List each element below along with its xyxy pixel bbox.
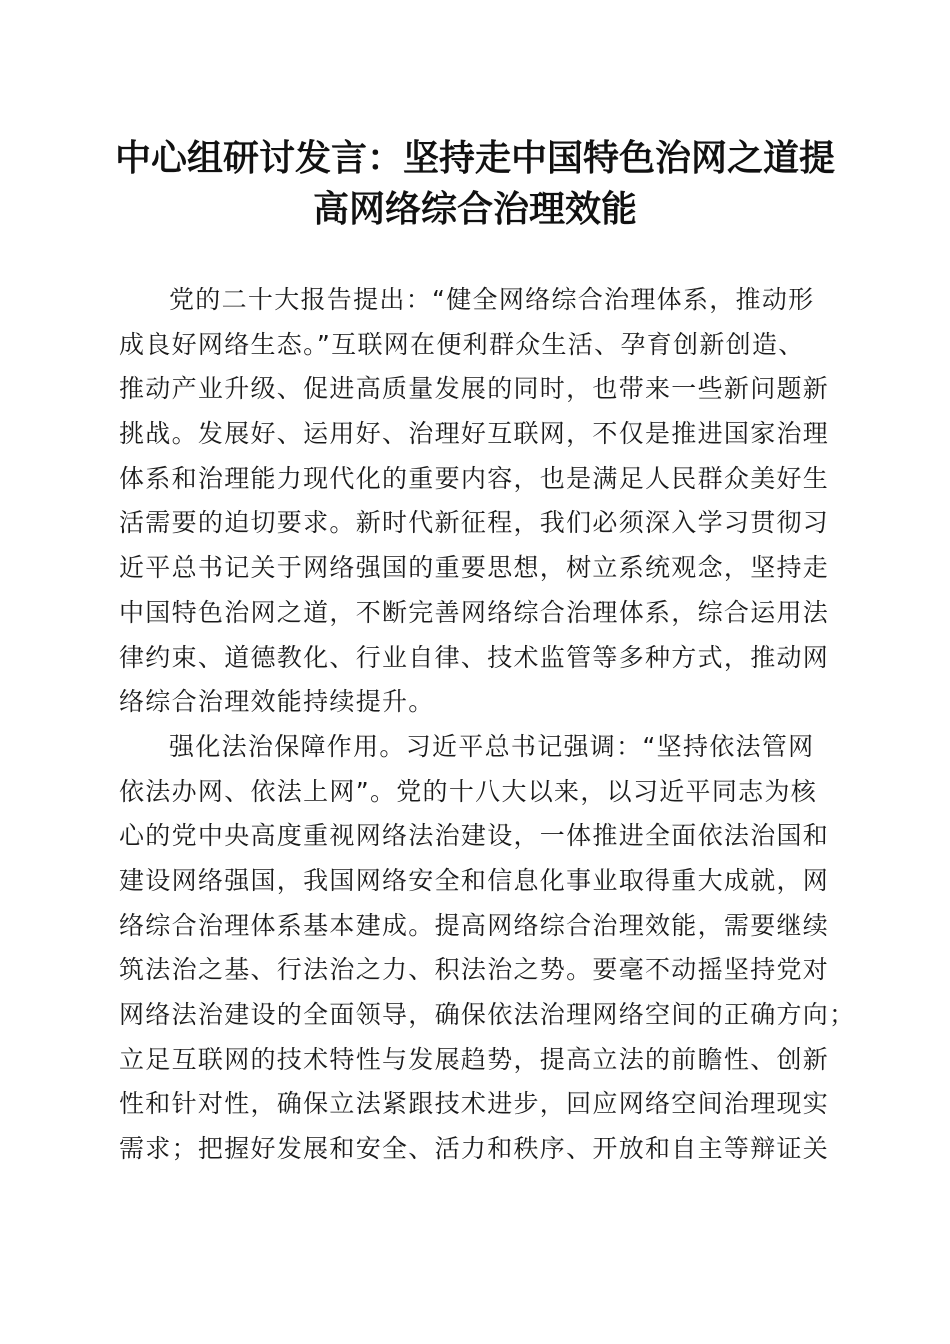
document-title [110, 133, 840, 235]
paragraph-2-line: 强化法治保障作用。习近平总书记强调：“坚持依法管网 [169, 731, 815, 761]
document-body [119, 278, 856, 1172]
paragraph-1-line: 体系和治理能力现代化的重要内容，也是满足人民群众美好生 [119, 463, 830, 493]
paragraph-2-line: 需求；把握好发展和安全、活力和秩序、开放和自主等辩证关 [119, 1134, 830, 1164]
paragraph-2-line: 心的党中央高度重视网络法治建设，一体推进全面依法治国和 [119, 821, 830, 851]
paragraph-1-line: 近平总书记关于网络强国的重要思想，树立系统观念，坚持走 [119, 553, 830, 583]
title-line: 中心组研讨发言：坚持走中国特色治网之道提 [114, 137, 835, 179]
paragraph-1-line: 党的二十大报告提出：“健全网络综合治理体系，推动形 [169, 285, 815, 314]
paragraph-1-line: 推动产业升级、促进高质量发展的同时，也带来一些新问题新 [119, 374, 830, 404]
paragraph-2-line: 性和针对性，确保立法紧跟技术进步，回应网络空间治理现实 [119, 1089, 830, 1119]
paragraph-1-line: 成良好网络生态。”互联网在便利群众生活、孕育创新创造、 [119, 329, 805, 359]
title-line: 高网络综合治理效能 [312, 188, 637, 230]
paragraph-1-line: 络综合治理效能持续提升。 [119, 687, 435, 717]
paragraph-2-line: 建设网络强国，我国网络安全和信息化事业取得重大成就，网 [119, 865, 830, 895]
paragraph-2-line: 络综合治理体系基本建成。提高网络综合治理效能，需要继续 [119, 910, 830, 940]
paragraph-1-line: 中国特色治网之道，不断完善网络综合治理体系，综合运用法 [119, 597, 830, 627]
paragraph-2-line: 网络法治建设的全面领导，确保依法治理网络空间的正确方向； [119, 1000, 856, 1029]
paragraph-2-line: 立足互联网的技术特性与发展趋势，提高立法的前瞻性、创新 [119, 1044, 830, 1074]
paragraph-1-line: 活需要的迫切要求。新时代新征程，我们必须深入学习贯彻习 [119, 508, 830, 538]
paragraph-1-line: 律约束、道德教化、行业自律、技术监管等多种方式，推动网 [119, 642, 830, 672]
paragraph-2-line: 依法办网、依法上网”。党的十八大以来，以习近平同志为核 [119, 776, 818, 806]
paragraph-1-line: 挑战。发展好、运用好、治理好互联网，不仅是推进国家治理 [119, 419, 830, 449]
paragraph-2-line: 筑法治之基、行法治之力、积法治之势。要毫不动摇坚持党对 [119, 955, 830, 985]
